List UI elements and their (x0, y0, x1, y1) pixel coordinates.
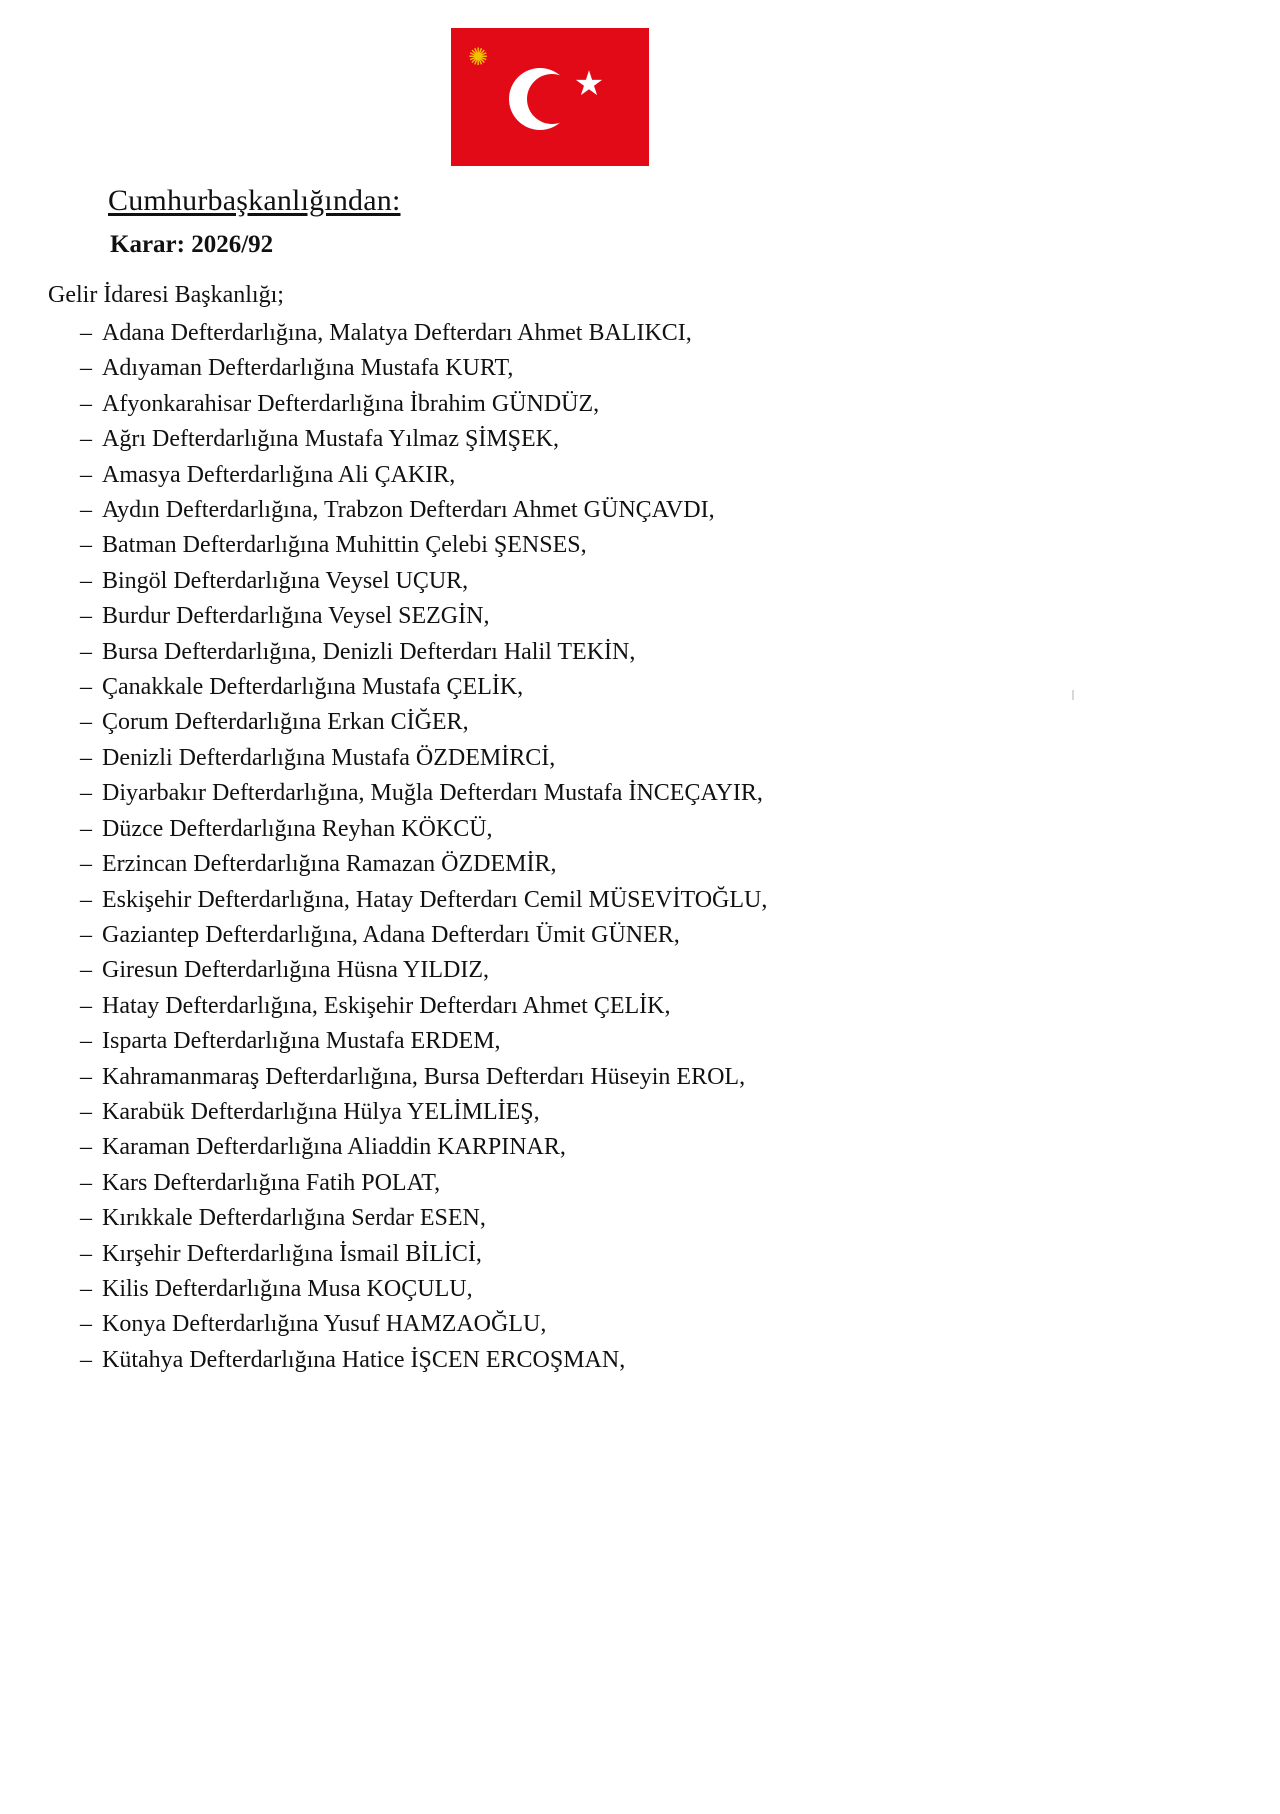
list-item-text: Kırşehir Defterdarlığına İsmail BİLİCİ, (102, 1240, 482, 1267)
list-item-dash: – (80, 426, 92, 453)
list-item (80, 564, 1280, 599)
list-item-text: Aydın Defterdarlığına, Trabzon Defterdarı Ahmet GÜNÇAVDI, (102, 497, 715, 524)
list-item-dash: – (80, 957, 92, 984)
page-title: Cumhurbaşkanlığından: (108, 184, 401, 217)
flag-field (451, 28, 649, 166)
decision-number: Karar: 2026/92 (110, 231, 274, 258)
list-item-text: Çanakkale Defterdarlığına Mustafa ÇELİK, (102, 674, 524, 701)
list-item (80, 1166, 1280, 1201)
list-item (80, 458, 1280, 493)
list-item-dash: – (80, 921, 92, 948)
list-item-dash: – (80, 1063, 92, 1090)
list-item-text: Kahramanmaraş Defterdarlığına, Bursa Defterdarı Hüseyin EROL, (102, 1063, 746, 1090)
list-item (80, 351, 1280, 386)
list-item (80, 918, 1280, 953)
list-item-dash: – (80, 1240, 92, 1267)
list-item-dash: – (80, 320, 92, 346)
list-item-text: Kırıkkale Defterdarlığına Serdar ESEN, (102, 1205, 486, 1232)
list-item-text: Karabük Defterdarlığına Hülya YELİMLİEŞ, (102, 1098, 540, 1125)
list-item (80, 1095, 1280, 1130)
list-item (80, 635, 1280, 670)
list-item (80, 953, 1280, 988)
list-item-text: Kilis Defterdarlığına Musa KOÇULU, (102, 1275, 473, 1302)
list-item-text: Isparta Defterdarlığına Mustafa ERDEM, (102, 1028, 501, 1055)
list-item (80, 812, 1280, 847)
list-item (80, 1060, 1280, 1095)
list-item-text: Karaman Defterdarlığına Aliaddin KARPINAR, (102, 1134, 566, 1161)
list-item (80, 493, 1280, 528)
list-item-dash: – (80, 1275, 92, 1302)
list-item-text: Çorum Defterdarlığına Erkan CİĞER, (102, 709, 469, 736)
list-item-dash: – (80, 603, 92, 630)
list-item (80, 599, 1280, 634)
list-item-dash: – (80, 674, 92, 701)
list-item-text: Kütahya Defterdarlığına Hatice İŞCEN ERCOŞMAN, (102, 1346, 626, 1373)
list-item (80, 705, 1280, 740)
list-item (80, 1237, 1280, 1272)
list-item (80, 883, 1280, 918)
list-item-dash: – (80, 851, 92, 878)
list-item-dash: – (80, 638, 92, 665)
list-item-text: Afyonkarahisar Defterdarlığına İbrahim GÜNDÜZ, (102, 390, 600, 417)
document-heading (0, 182, 1280, 262)
list-item-dash: – (80, 992, 92, 1019)
list-item-text: Bursa Defterdarlığına, Denizli Defterdarı Halil TEKİN, (102, 638, 636, 665)
institution-label: Gelir İdaresi Başkanlığı; (48, 282, 284, 308)
list-item-text: Diyarbakır Defterdarlığına, Muğla Defterdarı Mustafa İNCEÇAYIR, (102, 780, 763, 807)
list-item-text: Denizli Defterdarlığına Mustafa ÖZDEMİRCİ, (102, 744, 556, 771)
list-item-text: Adana Defterdarlığına, Malatya Defterdarı Ahmet BALIKCI, (102, 320, 692, 346)
list-item-dash: – (80, 1205, 92, 1232)
list-item (80, 1024, 1280, 1059)
list-item (80, 776, 1280, 811)
scan-artifact (1072, 690, 1074, 700)
list-item-text: Konya Defterdarlığına Yusuf HAMZAOĞLU, (102, 1311, 547, 1338)
list-item-dash: – (80, 532, 92, 559)
sun-icon: ✺ (467, 43, 489, 71)
list-item (80, 528, 1280, 563)
turkish-flag (451, 28, 649, 166)
list-item-dash: – (80, 780, 92, 807)
list-item-dash: – (80, 461, 92, 488)
list-item-dash: – (80, 355, 92, 382)
list-item-text: Batman Defterdarlığına Muhittin Çelebi ŞENSES, (102, 532, 587, 559)
list-item-text: Giresun Defterdarlığına Hüsna YILDIZ, (102, 957, 489, 984)
list-item-dash: – (80, 1311, 92, 1338)
appointment-list (0, 316, 1280, 1378)
list-item (80, 1130, 1280, 1165)
list-item-dash: – (80, 815, 92, 842)
list-item-dash: – (80, 1134, 92, 1161)
list-item (80, 1272, 1280, 1307)
list-item-text: Bingöl Defterdarlığına Veysel UÇUR, (102, 567, 469, 594)
list-item (80, 1343, 1280, 1378)
list-item-dash: – (80, 1346, 92, 1373)
list-item (80, 316, 1280, 351)
list-item (80, 387, 1280, 422)
list-item (80, 1307, 1280, 1342)
list-item-text: Erzincan Defterdarlığına Ramazan ÖZDEMİR, (102, 851, 557, 878)
list-item-dash: – (80, 1028, 92, 1055)
list-item-dash: – (80, 744, 92, 771)
list-item-text: Amasya Defterdarlığına Ali ÇAKIR, (102, 461, 456, 488)
list-item-text: Düzce Defterdarlığına Reyhan KÖKCÜ, (102, 815, 493, 842)
list-item-text: Burdur Defterdarlığına Veysel SEZGİN, (102, 603, 490, 630)
list-item-dash: – (80, 709, 92, 736)
list-item-text: Adıyaman Defterdarlığına Mustafa KURT, (102, 355, 514, 382)
document-body (0, 278, 1280, 1378)
list-item-dash: – (80, 567, 92, 594)
list-item-dash: – (80, 497, 92, 524)
list-item (80, 847, 1280, 882)
list-item (80, 670, 1280, 705)
list-item-text: Hatay Defterdarlığına, Eskişehir Defterdarı Ahmet ÇELİK, (102, 992, 671, 1019)
list-item-text: Ağrı Defterdarlığına Mustafa Yılmaz ŞİMŞEK, (102, 426, 559, 453)
star-glyph: ★ (573, 64, 605, 104)
list-item-dash: – (80, 886, 92, 913)
list-item-text: Kars Defterdarlığına Fatih POLAT, (102, 1169, 441, 1196)
list-item-text: Gaziantep Defterdarlığına, Adana Defterdarı Ümit GÜNER, (102, 921, 680, 948)
list-item (80, 989, 1280, 1024)
list-item-dash: – (80, 390, 92, 417)
list-item (80, 422, 1280, 457)
list-item-dash: – (80, 1098, 92, 1125)
list-item-dash: – (80, 1169, 92, 1196)
list-item-text: Eskişehir Defterdarlığına, Hatay Defterdarı Cemil MÜSEVİTOĞLU, (102, 886, 768, 913)
list-item (80, 1201, 1280, 1236)
list-item (80, 741, 1280, 776)
